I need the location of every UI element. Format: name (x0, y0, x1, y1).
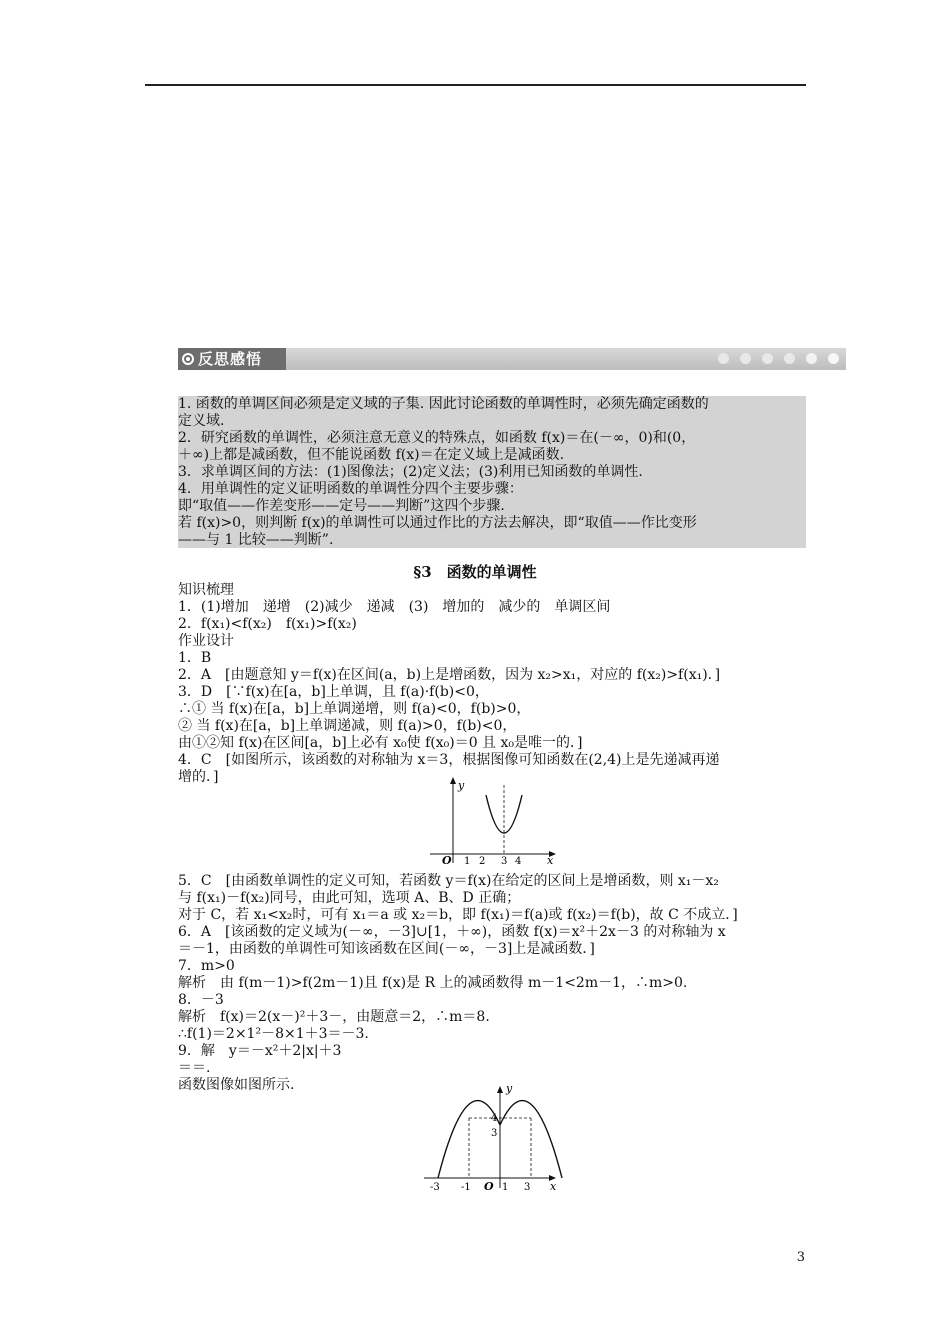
answer-line: 与 f(x₁)－f(x₂)同号，由此可知，选项 A、B、D 正确； (178, 890, 521, 906)
tick-label: 4 (491, 1113, 498, 1124)
banner-title (178, 348, 286, 370)
answer-line: ＝＝. (178, 1060, 211, 1076)
answer-line: ② 当 f(x)在[a，b]上单调递减，则 f(a)>0，f(b)<0， (178, 718, 517, 734)
reflection-line: 1. 函数的单调区间必须是定义域的子集. 因此讨论函数的单调性时，必须先确定函数的 (178, 396, 709, 412)
decor-dot-icon (828, 353, 839, 364)
reflection-line: 3．求单调区间的方法：(1)图像法；(2)定义法；(3)利用已知函数的单调性. (178, 464, 643, 480)
tick-label: 2 (479, 856, 486, 867)
function-graph-figure (418, 1080, 568, 1192)
decor-dot-icon (762, 353, 773, 364)
decor-dot-icon (740, 353, 751, 364)
answer-line: 7．m>0 (178, 958, 235, 974)
section-title: §3 函数的单调性 (413, 563, 537, 581)
page-number: 3 (796, 1250, 805, 1265)
answer-line: 5．C [由函数单调性的定义可知，若函数 y＝f(x)在给定的区间上是增函数，则 x₁－x₂ (178, 873, 719, 889)
answer-line: 6．A [该函数的定义域为(－∞，－3]∪[1，＋∞)，函数 f(x)＝x²＋2x－3 的对称轴为 x (178, 924, 726, 940)
reflection-line: ＋∞)上都是减函数，但不能说函数 f(x)＝在定义域上是减函数. (178, 447, 565, 463)
answer-line: 解析 由 f(m－1)>f(2m－1)且 f(x)是 R 上的减函数得 m－1<2m－1，∴m>0. (178, 975, 688, 991)
banner-title-text: 反思感悟 (198, 350, 263, 368)
reflection-line: 若 f(x)>0，则判断 f(x)的单调性可以通过作比的方法去解决，即“取值——作比变形 (178, 515, 697, 531)
y-axis-arrow-icon (450, 777, 456, 784)
tick-label: -3 (430, 1182, 440, 1192)
answer-line: 作业设计 (178, 633, 234, 649)
decor-dot-icon (784, 353, 795, 364)
answer-line: 由①②知 f(x)在区间[a，b]上必有 x₀使 f(x₀)＝0 且 x₀是唯一的．] (178, 735, 583, 751)
tick-label: 3 (501, 856, 508, 867)
tick-label: 1 (502, 1182, 509, 1192)
tick-label: 3 (524, 1182, 531, 1192)
origin-label: O (442, 854, 452, 867)
answer-line: 2．A [由题意知 y＝f(x)在区间(a，b)上是增函数，因为 x₂>x₁，对应的 f(x₂)>f(x₁)．] (178, 667, 721, 683)
reflection-line: 4．用单调性的定义证明函数的单调性分四个主要步骤： (178, 481, 523, 497)
bullet-circle-icon (182, 353, 194, 365)
origin-label: O (484, 1180, 494, 1192)
answer-line: 对于 C，若 x₁<x₂时，可有 x₁＝a 或 x₂＝b，即 f(x₁)＝f(a)或 f(x₂)＝f(b)，故 C 不成立．] (178, 907, 738, 923)
reflection-line: 定义域. (178, 413, 225, 429)
answer-line: 3．D [∵f(x)在[a，b]上单调，且 f(a)·f(b)<0， (178, 684, 489, 700)
answer-line: 9．解 y＝－x²＋2|x|＋3 (178, 1043, 342, 1059)
answer-line: 4．C [如图所示，该函数的对称轴为 x＝3，根据图像可知函数在(2,4)上是先递减再递 (178, 752, 720, 768)
answer-line: 1．B (178, 650, 212, 666)
reflection-line: 2．研究函数的单调性，必须注意无意义的特殊点，如函数 f(x)＝在(－∞，0)和(0， (178, 430, 696, 446)
reflection-line: ——与 1 比较——判断”. (178, 532, 334, 548)
answer-line: 2．f(x₁)<f(x₂) f(x₁)>f(x₂) (178, 616, 357, 632)
answer-line: 增的．] (178, 769, 219, 785)
x-axis-label: x (550, 1180, 557, 1192)
answer-line: 知识梳理 (178, 582, 234, 598)
tick-label: -1 (461, 1182, 471, 1192)
answer-line: 函数图像如图所示. (178, 1077, 295, 1093)
tick-label: 3 (491, 1128, 498, 1139)
decor-dot-icon (718, 353, 729, 364)
tick-label: 4 (515, 856, 522, 867)
y-axis-label: y (458, 779, 465, 792)
y-axis-arrow-icon (497, 1086, 503, 1093)
answer-line: 解析 f(x)＝2(x－)²＋3－，由题意＝2，∴m＝8. (178, 1009, 490, 1025)
decor-dot-icon (806, 353, 817, 364)
parabola-figure (420, 775, 560, 867)
x-axis-label: x (547, 854, 554, 867)
answer-line: ∴① 当 f(x)在[a，b]上单调递增，则 f(a)<0，f(b)>0， (178, 701, 531, 717)
answer-line: ＝－1，由函数的单调性可知该函数在区间(－∞，－3]上是减函数．] (178, 941, 595, 957)
answer-line: 1．(1)增加 递增 (2)减少 递减 (3) 增加的 减少的 单调区间 (178, 599, 611, 615)
tick-label: 1 (464, 856, 471, 867)
answer-line: 8．－3 (178, 992, 224, 1008)
header-rule (145, 84, 806, 86)
reflection-line: 即“取值——作差变形——定号——判断”这四个步骤. (178, 498, 505, 514)
y-axis-label: y (506, 1082, 513, 1095)
answer-line: ∴f(1)＝2×1²－8×1＋3＝－3. (178, 1026, 369, 1042)
